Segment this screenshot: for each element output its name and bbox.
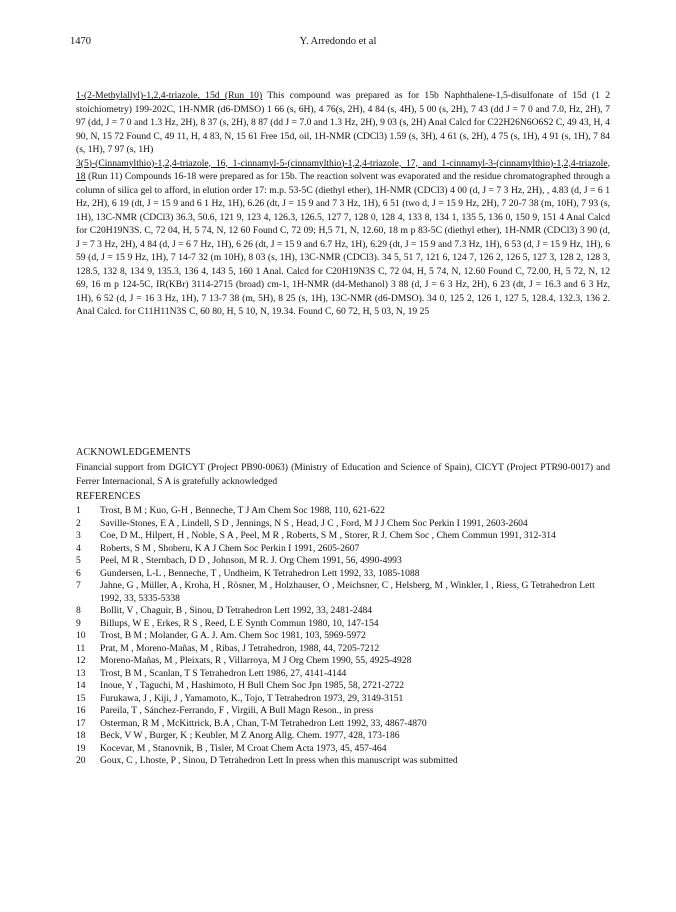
reference-item xyxy=(76,568,616,581)
reference-item xyxy=(76,755,616,768)
reference-item xyxy=(76,555,616,568)
reference-item xyxy=(76,730,616,743)
reference-text: Trost, B M ; Kuo, G-H , Benneche, T J Am Chem Soc 1988, 110, 621-622 xyxy=(100,505,385,516)
reference-number: 1 xyxy=(76,505,81,516)
compounds-16-18-paragraph xyxy=(76,157,610,319)
experimental-section xyxy=(76,89,610,319)
reference-number: 9 xyxy=(76,617,81,629)
reference-text: Goux, C , Lhoste, P , Sinou, D Tetrahedron Lett In press when this manuscript was submitted xyxy=(100,755,458,766)
reference-item xyxy=(76,643,616,656)
reference-number: 4 xyxy=(76,542,81,554)
reference-text: Coe, D M., Hilpert, H , Noble, S A , Peel, M R , Roberts, S M , Storer, R J. Chem Soc , Chem Commun 1991, 312-314 xyxy=(100,530,556,541)
running-title: Y. Arredondo et al xyxy=(299,36,377,47)
reference-number: 17 xyxy=(76,717,86,729)
reference-number: 15 xyxy=(76,692,86,704)
reference-text: Saville-Stones, E A , Lindell, S D , Jennings, N S , Head, J C , Ford, M J J Chem Soc Perkin I 1991, 2603-2604 xyxy=(100,517,528,529)
reference-text: Prat, M , Moreno-Mañas, M , Ribas, J Tetrahedron, 1988, 44, 7205-7212 xyxy=(100,642,380,654)
reference-text: Jahne, G , Müller, A , Kroha, H , Rösner, M , Holzhauser, O , Meichsner, C , Helsberg, M , Winkler, I , Riess, G Tetrahedron Lett 1992, 33, 5335-5338 xyxy=(100,580,595,604)
reference-item xyxy=(76,530,616,543)
compound-15d-text: This compound was prepared as for 15b Naphthalene-1,5-disulfonate of 15d (1 2 stoichiometry) 199-202C, 1H-NMR (d6-DMSO) 1 66 (s, 6H), 4 76(s, 2H), 4 84 (s, 4H), 5 00 (s, 2H), 7 43 (dd J = 7 0 and 7.0, Hz, 2H), 7 97 (dd, J = 7 0 and 1.3 Hz, 2H), 8 37 (s, 2H), 8 87 (dd J = 7.0 and 1.3 Hz, 2H), 9 03 (s, 2H) Anal Calcd for C22H26N6O6S2 C, 49 43, H, 4 90, N, 15 72 Found C, 49 11, H, 4 83, N, 15 61 Free 15d, oil, 1H-NMR (CDCl3) 1.59 (s, 3H), 4 61 (s, 2H), 4 75 (s, 1H), 4 91 (s, 1H), 7 84 (s, 1H), 7 97 (s, 1H) xyxy=(76,90,610,155)
page-number: 1470 xyxy=(70,36,91,47)
reference-number: 5 xyxy=(76,555,81,566)
reference-text: Osterman, R M , McKittrick, B.A , Chan, T-M Tetrahedron Lett 1992, 33, 4867-4870 xyxy=(100,717,427,729)
reference-text: Billups, W E , Erkes, R S , Reed, L E Synth Commun 1980, 10, 147-154 xyxy=(100,617,379,629)
reference-item xyxy=(76,668,616,681)
reference-item xyxy=(76,718,616,731)
reference-item xyxy=(76,655,616,668)
reference-text: Peel, M R , Sternbach, D D , Johnson, M R. J. Org Chem 1991, 56, 4990-4993 xyxy=(100,555,402,566)
reference-item xyxy=(76,630,616,643)
reference-text: Furukawa, J , Kiji, J , Yamamoto, K., Tojo, T Tetrahedron 1973, 29, 3149-3151 xyxy=(100,692,404,704)
reference-number: 11 xyxy=(76,642,86,654)
reference-item xyxy=(76,505,616,518)
reference-text: Trost, B M , Scanlan, T S Tetrahedron Lett 1986, 27, 4141-4144 xyxy=(100,667,347,679)
acknowledgements-text: Financial support from DGICYT (Project PB90-0063) (Ministry of Education and Science of Spain), CICYT (Project PTR90-0017) and Ferrer Internacional, S A is gratefully acknowledged xyxy=(76,462,610,487)
reference-item xyxy=(76,705,616,718)
reference-text: Bollit, V , Chaguir, B , Sinou, D Tetrahedron Lett 1992, 33, 2481-2484 xyxy=(100,605,373,616)
reference-item xyxy=(76,580,616,605)
compound-15d-paragraph xyxy=(76,89,610,157)
reference-text: Trost, B M ; Molander, G A. J. Am. Chem Soc 1981, 103, 5969-5972 xyxy=(100,630,366,641)
reference-number: 2 xyxy=(76,517,81,529)
references-list xyxy=(76,505,616,768)
reference-number: 13 xyxy=(76,667,86,679)
acknowledgements-heading: ACKNOWLEDGEMENTS xyxy=(76,447,191,458)
references-heading: REFERENCES xyxy=(76,491,141,502)
reference-text: Roberts, S M , Shoberu, K A J Chem Soc Perkin I 1991, 2605-2607 xyxy=(100,542,360,554)
reference-item xyxy=(76,693,616,706)
reference-text: Beck, V W , Burger, K ; Keubler, M Z Anorg Allg. Chem. 1977, 428, 173-186 xyxy=(100,730,400,741)
reference-number: 20 xyxy=(76,755,86,766)
reference-item xyxy=(76,605,616,618)
reference-number: 7 xyxy=(76,580,81,591)
reference-item xyxy=(76,680,616,693)
reference-text: Pareila, T , Sánchez-Ferrando, F , Virgili, A Bull Magn Reson., in press xyxy=(100,705,374,716)
compound-15d-title: 1-(2-Methylallyl)-1,2,4-triazole, 15d (Run 10) xyxy=(76,90,263,101)
reference-text: Moreno-Mañas, M , Pleixats, R , Villarroya, M J Org Chem 1990, 55, 4925-4928 xyxy=(100,655,412,666)
reference-number: 19 xyxy=(76,742,86,754)
reference-item xyxy=(76,743,616,756)
reference-number: 16 xyxy=(76,705,86,716)
reference-text: Kocevar, M , Stanovnik, B , Tisler, M Croat Chem Acta 1973, 45, 457-464 xyxy=(100,742,387,754)
reference-number: 14 xyxy=(76,680,86,691)
reference-number: 3 xyxy=(76,530,81,541)
reference-number: 18 xyxy=(76,730,86,741)
reference-number: 6 xyxy=(76,567,81,579)
reference-number: 8 xyxy=(76,605,81,616)
compounds-16-18-title: 3(5)-(Cinnamylthio)-1,2,4-triazole, 16, 1-cinnamyl-5-(cinnamylthio)-1,2,4-triazole, 17, and 1-cinnamyl-3-(cinnamylthio)-1,2,4-triazole, 18 xyxy=(76,157,610,182)
reference-text: Gundersen, L-L , Benneche, T , Undheim, K Tetrahedron Lett 1992, 33, 1085-1088 xyxy=(100,567,420,579)
reference-number: 12 xyxy=(76,655,86,666)
reference-number: 10 xyxy=(76,630,86,641)
compounds-16-18-text: (Run 11) Compounds 16-18 were prepared as for 15b. The reaction solvent was evaporated and the residue chromatographed through a column of silica gel to afford, in elution order 17: m.p. 53-5C (diethyl ether), 1H-NMR (CDCl3) 4 00 (d, J = 7 3 Hz, 2H), , 4.83 (d, J = 6 1 Hz, 2H), 6 19 (dt, J = 15 9 and 6 1 Hz, 1H), 6.26 (dt, J = 15 9 and 7 3 Hz, 1H), 6 51 (two d, J = 15 9 Hz, 2H), 7 20-7 38 (m, 10H), 7 93 (s, 1H), 13C-NMR (CDCl3) 36.3, 50.6, 121 9, 123 4, 126.3, 126.5, 127 7, 128 0, 128 4, 133 8, 134 1, 135 5, 136 0, 150 9, 151 4 Anal Calcd for C20H19N3S. C, 72 04, H, 5 74, N, 12 60 Found C, 72 09; H,5 71, N, 12.60, 18 m p 83-5C (diethyl ether), 1H-NMR (CDCl3) 3 90 (d, J = 7 3 Hz, 2H), 4 84 (d, J = 6 7 Hz, 1H), 6 26 (dt, J = 15 9 and 6.7 Hz, 1H), 6.29 (dt, J = 15 9 and 7.3 Hz, 1H), 6 53 (d, J = 15 9 Hz, 1H), 6 59 (d, J = 15 9 Hz, 1H), 7 14-7 32 (m 10H), 8 03 (s, 1H), 13C-NMR (CDCl3). 34 5, 51 7, 121 6, 124 7, 126 2, 126 5, 127 3, 128 2, 128 3, 128.5, 132 8, 134 9, 135.3, 136 4, 143 5, 160 1 Anal. Calcd for C20H19N3S C, 72 04, H, 5 74, N, 12.60 Found C, 72.00, H, 5 72, N, 12 69, 16 m p 124-5C, IR(KBr) 3114-2715 (broad) cm-1, 1H-NMR (d4-Methanol) 3 88 (d, J = 6 3 Hz, 2H), 6 23 (dt, J = 16.3 and 6 3 Hz, 1H), 6 52 (d, J = 16 3 Hz, 1H), 7 13-7 38 (m, 5H), 8 25 (s, 1H), 13C-NMR (d6-DMSO). 34 0, 125 2, 126 1, 127 5, 128.4, 132.3, 136 2. Anal Calcd. for C11H11N3S C, 60 80, H, 5 10, N, 19.34. Found C, 60 72, H, 5 03, N, 19 25 xyxy=(76,171,610,317)
reference-text: Inoue, Y , Taguchi, M , Hashimoto, H Bull Chem Soc Jpn 1985, 58, 2721-2722 xyxy=(100,680,405,691)
reference-item xyxy=(76,518,616,531)
reference-item xyxy=(76,618,616,631)
reference-item xyxy=(76,543,616,556)
